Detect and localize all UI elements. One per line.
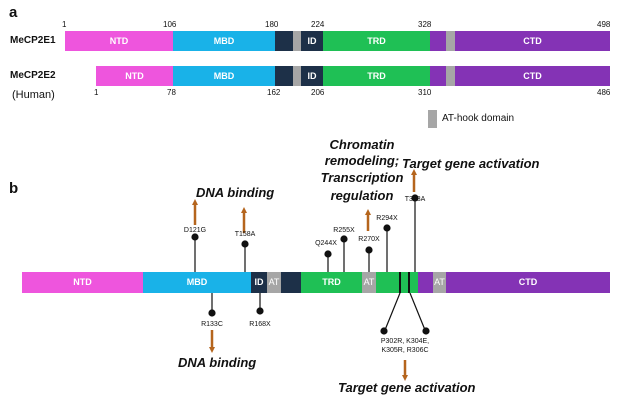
b-at-hook-2	[362, 272, 376, 293]
dot-p302r	[381, 328, 387, 334]
b-id-tail	[281, 272, 301, 293]
annotation-chromatin-4: regulation	[330, 188, 394, 203]
mutation-t308a: T308A	[404, 196, 426, 203]
isoform1-id-label: ID	[307, 35, 317, 46]
b-at2-label: AT	[363, 277, 375, 287]
isoform1-trd-label: TRD	[367, 35, 386, 46]
isoform2-pos-5: 310	[418, 88, 432, 97]
panel-a-label: a	[9, 4, 18, 21]
b-mbd-domain	[143, 272, 251, 293]
isoform2-id-label: ID	[307, 70, 317, 81]
b-at-hook-1	[267, 272, 281, 293]
annotation-target-bottom: Target gene activation	[338, 380, 476, 395]
annotation-target-top: Target gene activation	[402, 156, 540, 171]
b-trd-tail	[376, 272, 418, 293]
mutation-q244x: Q244X	[315, 240, 337, 247]
dot-r270x	[366, 247, 372, 253]
dot-r294x	[384, 225, 390, 231]
isoform2-pos-1: 1	[94, 88, 99, 97]
isoform1-pos-6: 498	[597, 20, 611, 29]
stem-p302r	[385, 293, 400, 330]
isoform2-species: (Human)	[12, 89, 55, 101]
isoform2-name: MeCP2E2	[10, 70, 56, 81]
isoform2-pos-2: 78	[167, 88, 176, 97]
b-ctd-label: CTD	[518, 277, 538, 287]
dot-q244x	[325, 251, 331, 257]
at-hook-legend-label: AT-hook domain	[442, 113, 515, 124]
annotation-dna-binding-top: DNA binding	[196, 185, 275, 200]
b-ctd-start	[418, 272, 433, 293]
annotation-dna-binding-bottom: DNA binding	[178, 355, 257, 370]
b-ctd-domain	[446, 272, 610, 293]
annotation-chromatin-3: Transcription	[320, 170, 404, 185]
isoform2-ntd-label: NTD	[125, 70, 144, 81]
b-at1-label: AT	[268, 277, 280, 287]
dot-r168x	[257, 308, 263, 314]
b-trd-label: TRD	[322, 277, 341, 287]
isoform1-mbd-label: MBD	[213, 35, 235, 46]
annotation-chromatin-1: Chromatin	[329, 137, 395, 152]
b-trd-domain	[301, 272, 362, 293]
dot-r255x	[341, 236, 347, 242]
mutation-d121g: D121G	[183, 227, 207, 234]
mutation-t158a: T158A	[234, 231, 256, 238]
isoform2-mbd-label: MBD	[213, 70, 235, 81]
mutation-cluster-line2: K305R, R306C	[381, 347, 429, 354]
isoform1-pos-5: 328	[418, 20, 432, 29]
b-id-domain	[251, 272, 267, 293]
b-cluster-line-1	[399, 272, 401, 293]
isoform1-pos-4: 224	[311, 20, 325, 29]
b-cluster-line-2	[408, 272, 410, 293]
b-at3-label: AT	[434, 277, 445, 287]
mutation-r294x: R294X	[376, 215, 398, 222]
mutation-r168x: R168X	[249, 321, 271, 328]
b-id-label: ID	[254, 277, 264, 287]
b-mbd-label: MBD	[186, 277, 208, 287]
mutation-r133c: R133C	[201, 321, 223, 328]
annotation-chromatin-2: remodeling;	[324, 153, 400, 168]
stem-k305r	[410, 293, 425, 330]
isoform1-ntd-label: NTD	[109, 35, 129, 46]
isoform1-pos-2: 106	[163, 20, 177, 29]
dot-d121g	[192, 234, 198, 240]
b-at-hook-3	[433, 272, 446, 293]
isoform2-pos-4: 206	[311, 88, 325, 97]
dot-k305r	[423, 328, 429, 334]
mutation-r270x: R270X	[358, 236, 380, 243]
isoform1-pos-1: 1	[62, 20, 67, 29]
isoform2-pos-6: 486	[597, 88, 611, 97]
isoform2-pos-3: 162	[267, 88, 281, 97]
dot-r133c	[209, 310, 215, 316]
panel-b-label: b	[9, 180, 19, 197]
mutation-r255x: R255X	[333, 227, 355, 234]
isoform2-trd-label: TRD	[367, 70, 386, 81]
isoform1-name: MeCP2E1	[10, 35, 56, 46]
mutation-cluster-line1: P302R, K304E,	[380, 338, 430, 345]
isoform2-ctd-label: CTD	[523, 70, 542, 81]
isoform1-ctd-label: CTD	[523, 35, 542, 46]
isoform1-pos-3: 180	[265, 20, 279, 29]
b-ntd-domain	[22, 272, 143, 293]
b-ntd-label: NTD	[73, 277, 92, 287]
dot-t158a	[242, 241, 248, 247]
